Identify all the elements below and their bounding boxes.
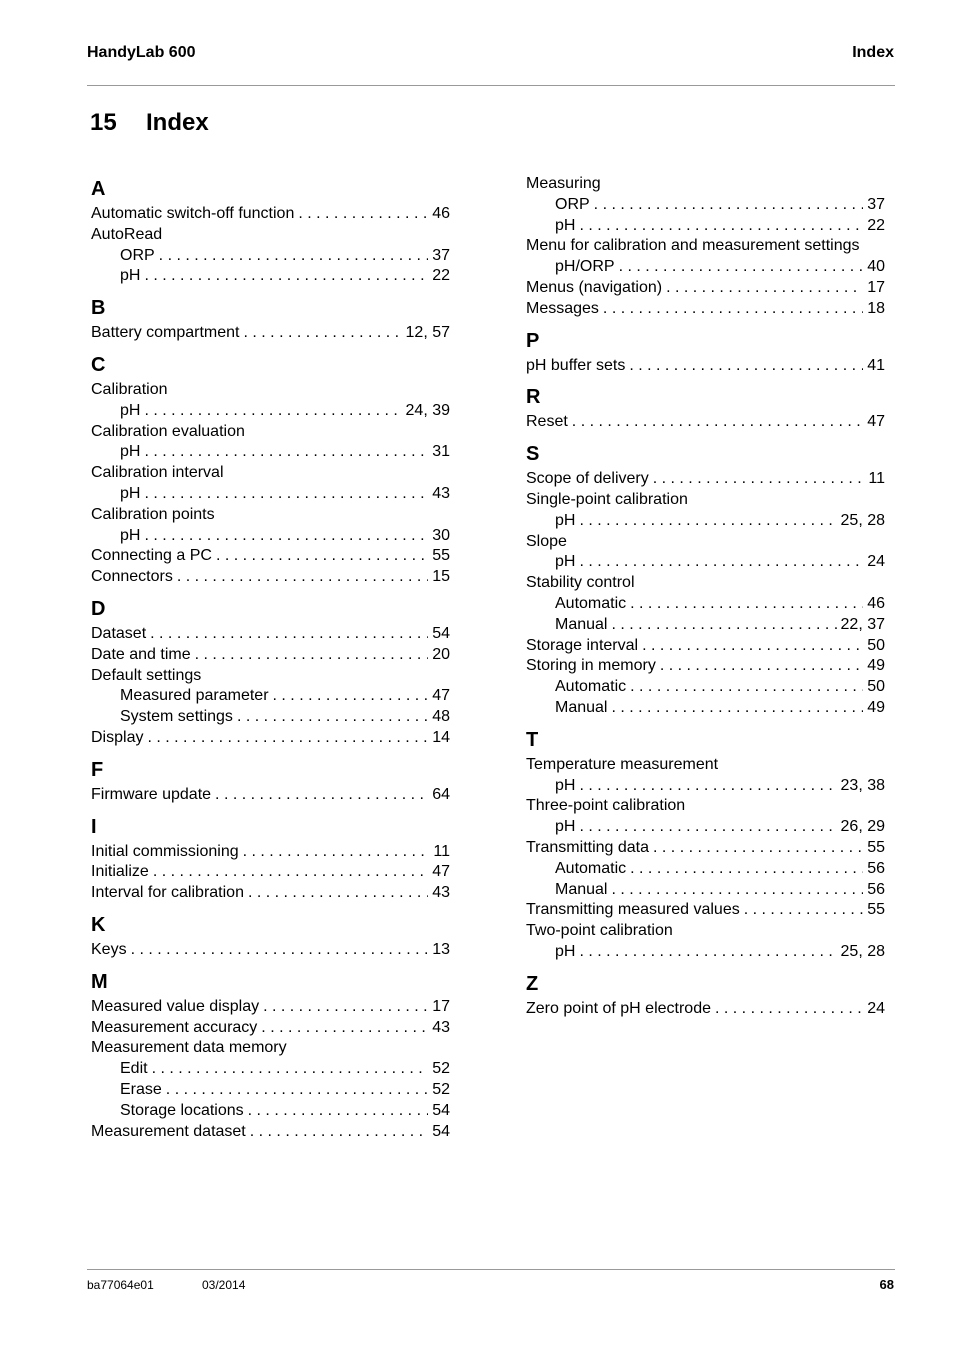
- index-section: [526, 174, 885, 320]
- dot-leader: [298, 204, 428, 225]
- index-subentry: [91, 401, 450, 422]
- index-entry: [91, 785, 450, 806]
- dot-leader: [153, 862, 428, 883]
- index-page-reference[interactable]: 25, 28: [840, 511, 885, 529]
- dot-leader: [177, 567, 428, 588]
- index-page-reference[interactable]: 24: [867, 999, 885, 1017]
- index-entry: [526, 356, 885, 377]
- index-column-right: [526, 174, 885, 1026]
- index-term: Interval for calibration: [91, 884, 244, 902]
- index-entry: [526, 174, 885, 195]
- index-page-reference[interactable]: 55: [867, 838, 885, 856]
- index-term: Storage locations: [120, 1101, 244, 1119]
- index-subentry: [526, 552, 885, 573]
- index-page-reference[interactable]: 40: [867, 258, 885, 276]
- index-term: Measured value display: [91, 997, 260, 1015]
- dot-leader: [579, 216, 863, 237]
- dot-leader: [579, 942, 836, 963]
- index-subentry: [526, 776, 885, 797]
- index-term: Initialize: [91, 863, 149, 881]
- index-entry: [91, 1122, 450, 1143]
- index-subentry: [91, 246, 450, 267]
- dot-leader: [744, 900, 863, 921]
- dot-leader: [642, 636, 863, 657]
- index-term: Slope: [526, 532, 567, 550]
- index-letter-heading: M: [91, 970, 108, 993]
- index-page-reference[interactable]: 22: [432, 267, 450, 285]
- index-entry: [91, 463, 450, 484]
- dot-leader: [144, 484, 428, 505]
- index-term: pH: [555, 216, 576, 234]
- index-letter-heading: T: [526, 728, 539, 751]
- index-term: Automatic switch-off function: [91, 205, 295, 222]
- index-entry: [526, 755, 885, 776]
- index-term: Storing in memory: [526, 657, 656, 675]
- index-subentry: [526, 880, 885, 901]
- chapter-heading: [90, 109, 209, 137]
- index-term: pH: [555, 511, 576, 529]
- index-term: AutoRead: [91, 225, 163, 243]
- index-term: System settings: [120, 708, 233, 726]
- dot-leader: [237, 707, 428, 728]
- index-term: Transmitting data: [526, 838, 650, 856]
- index-term: pH: [555, 776, 576, 794]
- index-term: pH: [120, 443, 141, 461]
- index-section: [91, 174, 450, 287]
- index-entry: [91, 728, 450, 749]
- index-term: Battery compartment: [91, 324, 240, 342]
- index-term: Display: [91, 728, 144, 746]
- footer-document-id: ba77064e01: [87, 1278, 154, 1292]
- index-letter-heading: R: [526, 386, 541, 409]
- dot-leader: [629, 356, 863, 377]
- index-page-reference[interactable]: 13: [432, 940, 450, 958]
- index-entry: [526, 999, 885, 1020]
- index-term: Storage interval: [526, 636, 639, 654]
- index-entry: [91, 1018, 450, 1039]
- dot-leader: [215, 785, 428, 806]
- index-term: pH: [555, 942, 576, 960]
- index-term: pH/ORP: [555, 258, 615, 276]
- index-subentry: [91, 1101, 450, 1122]
- index-term: pH: [120, 267, 141, 285]
- dot-leader: [653, 469, 865, 490]
- index-letter-heading: B: [91, 297, 106, 320]
- index-subentry: [526, 615, 885, 636]
- index-term: Calibration interval: [91, 464, 224, 482]
- dot-leader: [630, 594, 863, 615]
- dot-leader: [195, 645, 429, 666]
- index-term: Measured parameter: [120, 687, 269, 705]
- dot-leader: [150, 624, 428, 645]
- index-term: Calibration: [91, 380, 168, 398]
- index-term: ORP: [555, 195, 590, 213]
- index-subentry: [91, 526, 450, 547]
- index-page-reference[interactable]: 46: [432, 205, 450, 222]
- index-page-reference[interactable]: 37: [432, 246, 450, 264]
- index-entry: [526, 796, 885, 817]
- footer-divider: [87, 1269, 895, 1270]
- index-entry: [526, 656, 885, 677]
- index-page-reference[interactable]: 43: [432, 484, 450, 502]
- index-entry: [91, 997, 450, 1018]
- index-section: [91, 293, 450, 344]
- index-entry: [91, 842, 450, 863]
- index-page-reference[interactable]: 49: [867, 698, 885, 716]
- dot-leader: [619, 257, 864, 278]
- dot-leader: [144, 442, 428, 463]
- index-page-reference[interactable]: 46: [867, 594, 885, 612]
- index-term: Edit: [120, 1060, 148, 1078]
- index-letter-heading: C: [91, 353, 106, 376]
- index-page-reference[interactable]: 25, 28: [840, 942, 885, 960]
- index-entry: [91, 546, 450, 567]
- index-section: [91, 755, 450, 806]
- index-subentry: [91, 266, 450, 287]
- index-term: Default settings: [91, 666, 202, 684]
- index-subentry: [91, 1059, 450, 1080]
- index-letter-heading: I: [91, 815, 97, 838]
- index-page-reference[interactable]: 12, 57: [405, 324, 450, 342]
- dot-leader: [611, 615, 836, 636]
- index-page-reference[interactable]: 47: [432, 863, 450, 881]
- dot-leader: [147, 728, 428, 749]
- index-subentry: [91, 686, 450, 707]
- chapter-number: 15: [90, 109, 117, 136]
- index-entry: [91, 380, 450, 401]
- index-term: pH: [555, 553, 576, 571]
- dot-leader: [250, 1122, 428, 1143]
- index-entry: [526, 573, 885, 594]
- index-term: Measurement data memory: [91, 1039, 287, 1057]
- index-term: Calibration points: [91, 505, 215, 523]
- index-term: Manual: [555, 615, 608, 633]
- index-subentry: [91, 442, 450, 463]
- dot-leader: [144, 401, 401, 422]
- index-term: Connecting a PC: [91, 547, 212, 565]
- index-page-reference[interactable]: 47: [867, 413, 885, 431]
- dot-leader: [572, 412, 863, 433]
- dot-leader: [248, 1101, 429, 1122]
- index-page-reference[interactable]: 56: [867, 859, 885, 877]
- header-product-name: HandyLab 600: [87, 44, 196, 61]
- index-term: Measurement accuracy: [91, 1018, 258, 1036]
- index-letter-heading: A: [91, 178, 106, 200]
- dot-leader: [579, 552, 863, 573]
- index-page-reference[interactable]: 54: [432, 1122, 450, 1140]
- index-term: Automatic: [555, 859, 627, 877]
- index-entry: [526, 532, 885, 553]
- index-entry: [526, 299, 885, 320]
- index-term: Measurement dataset: [91, 1122, 246, 1140]
- dot-leader: [216, 546, 428, 567]
- index-page-reference[interactable]: 23, 38: [840, 776, 885, 794]
- index-term: Manual: [555, 698, 608, 716]
- index-term: Single-point calibration: [526, 490, 688, 508]
- index-term: Date and time: [91, 645, 191, 663]
- index-subentry: [526, 817, 885, 838]
- index-term: Two-point calibration: [526, 922, 673, 940]
- index-term: Menu for calibration and measurement settings: [526, 237, 860, 255]
- index-entry: [526, 900, 885, 921]
- index-entry: [91, 505, 450, 526]
- index-subentry: [526, 859, 885, 880]
- index-entry: [526, 278, 885, 299]
- index-term: Temperature measurement: [526, 755, 719, 773]
- index-entry: [526, 490, 885, 511]
- index-section: [526, 439, 885, 719]
- dot-leader: [248, 883, 428, 904]
- dot-leader: [273, 686, 429, 707]
- index-term: Keys: [91, 940, 127, 958]
- index-entry: [526, 636, 885, 657]
- index-letter-heading: K: [91, 913, 106, 936]
- index-page-reference[interactable]: 55: [867, 901, 885, 919]
- index-page-reference[interactable]: 54: [432, 624, 450, 642]
- index-entry: [91, 204, 450, 225]
- index-page-reference[interactable]: 48: [432, 708, 450, 726]
- dot-leader: [579, 776, 836, 797]
- index-entry: [526, 921, 885, 942]
- index-term: Firmware update: [91, 785, 212, 803]
- index-subentry: [526, 257, 885, 278]
- index-term: Manual: [555, 880, 608, 898]
- index-entry: [91, 666, 450, 687]
- dot-leader: [594, 195, 864, 216]
- index-letter-heading: D: [91, 597, 106, 620]
- index-page-reference[interactable]: 15: [432, 568, 450, 586]
- index-page-reference[interactable]: 47: [432, 687, 450, 705]
- index-term: Reset: [526, 413, 568, 431]
- index-page-reference[interactable]: 24: [867, 553, 885, 571]
- dot-leader: [144, 266, 428, 287]
- index-entry: [91, 1038, 450, 1059]
- index-term: Dataset: [91, 624, 147, 642]
- index-page-reference[interactable]: 11: [868, 470, 885, 488]
- index-term: Menus (navigation): [526, 278, 663, 296]
- index-entry: [91, 940, 450, 961]
- index-term: Transmitting measured values: [526, 901, 740, 919]
- dot-leader: [579, 511, 836, 532]
- index-page-reference[interactable]: 14: [432, 728, 450, 746]
- dot-leader: [611, 880, 863, 901]
- index-section: [91, 350, 450, 588]
- index-page-reference[interactable]: 49: [867, 657, 885, 675]
- index-entry: [526, 469, 885, 490]
- dot-leader: [263, 997, 428, 1018]
- dot-leader: [666, 278, 863, 299]
- dot-leader: [611, 698, 863, 719]
- dot-leader: [630, 859, 863, 880]
- dot-leader: [244, 323, 402, 344]
- index-term: Erase: [120, 1080, 162, 1098]
- index-page-reference[interactable]: 64: [432, 785, 450, 803]
- index-letter-heading: S: [526, 443, 540, 466]
- index-page-reference[interactable]: 31: [432, 443, 450, 461]
- index-entry: [91, 624, 450, 645]
- dot-leader: [660, 656, 863, 677]
- index-term: Messages: [526, 299, 599, 317]
- index-term: pH: [120, 484, 141, 502]
- index-column-left: [91, 174, 450, 1148]
- index-section: [91, 910, 450, 961]
- chapter-title: Index: [146, 109, 209, 136]
- dot-leader: [243, 842, 430, 863]
- index-entry: [91, 645, 450, 666]
- index-subentry: [526, 942, 885, 963]
- header-section-name: Index: [852, 44, 894, 61]
- index-section: [526, 326, 885, 377]
- index-entry: [91, 883, 450, 904]
- index-letter-heading: P: [526, 329, 540, 352]
- index-term: pH: [555, 818, 576, 836]
- index-page-reference[interactable]: 11: [433, 842, 450, 860]
- dot-leader: [144, 526, 428, 547]
- index-term: Automatic: [555, 678, 627, 696]
- index-entry: [91, 225, 450, 246]
- index-subentry: [91, 1080, 450, 1101]
- index-subentry: [526, 677, 885, 698]
- index-page-reference[interactable]: 54: [432, 1101, 450, 1119]
- index-page-reference[interactable]: 50: [867, 678, 885, 696]
- index-page-reference[interactable]: 26, 29: [840, 818, 885, 836]
- index-subentry: [526, 195, 885, 216]
- index-entry: [526, 838, 885, 859]
- index-page-reference[interactable]: 50: [867, 636, 885, 654]
- index-section: [91, 594, 450, 749]
- index-subentry: [526, 698, 885, 719]
- dot-leader: [715, 999, 863, 1020]
- index-term: Measuring: [526, 175, 601, 192]
- dot-leader: [630, 677, 863, 698]
- index-page-reference[interactable]: 30: [432, 526, 450, 544]
- index-term: Zero point of pH electrode: [526, 999, 711, 1017]
- index-page-reference[interactable]: 22, 37: [840, 615, 885, 633]
- index-subentry: [526, 594, 885, 615]
- index-term: pH: [120, 526, 141, 544]
- index-page-reference[interactable]: 18: [867, 299, 885, 317]
- index-term: Automatic: [555, 594, 627, 612]
- index-entry: [91, 323, 450, 344]
- index-term: Calibration evaluation: [91, 422, 245, 440]
- dot-leader: [131, 940, 429, 961]
- dot-leader: [159, 246, 429, 267]
- index-subentry: [91, 707, 450, 728]
- index-page-reference[interactable]: 55: [432, 547, 450, 565]
- index-page-reference[interactable]: 17: [432, 997, 450, 1015]
- index-term: Connectors: [91, 568, 173, 586]
- index-page-reference[interactable]: 43: [432, 1018, 450, 1036]
- dot-leader: [603, 299, 863, 320]
- footer-date: 03/2014: [202, 1278, 246, 1292]
- index-term: pH: [120, 401, 141, 419]
- index-page-reference[interactable]: 52: [432, 1060, 450, 1078]
- index-page-reference[interactable]: 43: [432, 884, 450, 902]
- index-section: [526, 382, 885, 433]
- index-entry: [91, 862, 450, 883]
- index-page-reference[interactable]: 37: [867, 195, 885, 213]
- index-entry: [526, 412, 885, 433]
- dot-leader: [166, 1080, 428, 1101]
- index-page-reference[interactable]: 52: [432, 1080, 450, 1098]
- index-subentry: [91, 484, 450, 505]
- index-section: [91, 967, 450, 1143]
- index-page-reference[interactable]: 22: [867, 216, 885, 234]
- dot-leader: [152, 1059, 429, 1080]
- index-term: Stability control: [526, 574, 635, 592]
- index-page-reference[interactable]: 56: [867, 880, 885, 898]
- index-term: Scope of delivery: [526, 470, 649, 488]
- dot-leader: [653, 838, 863, 859]
- index-entry: [91, 422, 450, 443]
- index-term: pH buffer sets: [526, 356, 626, 374]
- index-section: [526, 725, 885, 963]
- index-page-reference[interactable]: 41: [867, 356, 885, 374]
- index-page-reference[interactable]: 20: [432, 645, 450, 663]
- dot-leader: [579, 817, 836, 838]
- header-divider: [87, 85, 895, 86]
- index-page-reference[interactable]: 17: [867, 278, 885, 296]
- dot-leader: [261, 1018, 428, 1039]
- index-section: [526, 969, 885, 1020]
- index-entry: [91, 567, 450, 588]
- index-subentry: [526, 216, 885, 237]
- index-term: ORP: [120, 246, 155, 264]
- index-subentry: [526, 511, 885, 532]
- footer-page-number: 68: [879, 1277, 894, 1292]
- index-term: Initial commissioning: [91, 842, 239, 860]
- index-letter-heading: Z: [526, 972, 539, 995]
- index-term: Three-point calibration: [526, 797, 686, 815]
- index-page-reference[interactable]: 24, 39: [405, 401, 450, 419]
- index-entry: [526, 236, 885, 257]
- index-letter-heading: F: [91, 758, 104, 781]
- index-section: [91, 812, 450, 904]
